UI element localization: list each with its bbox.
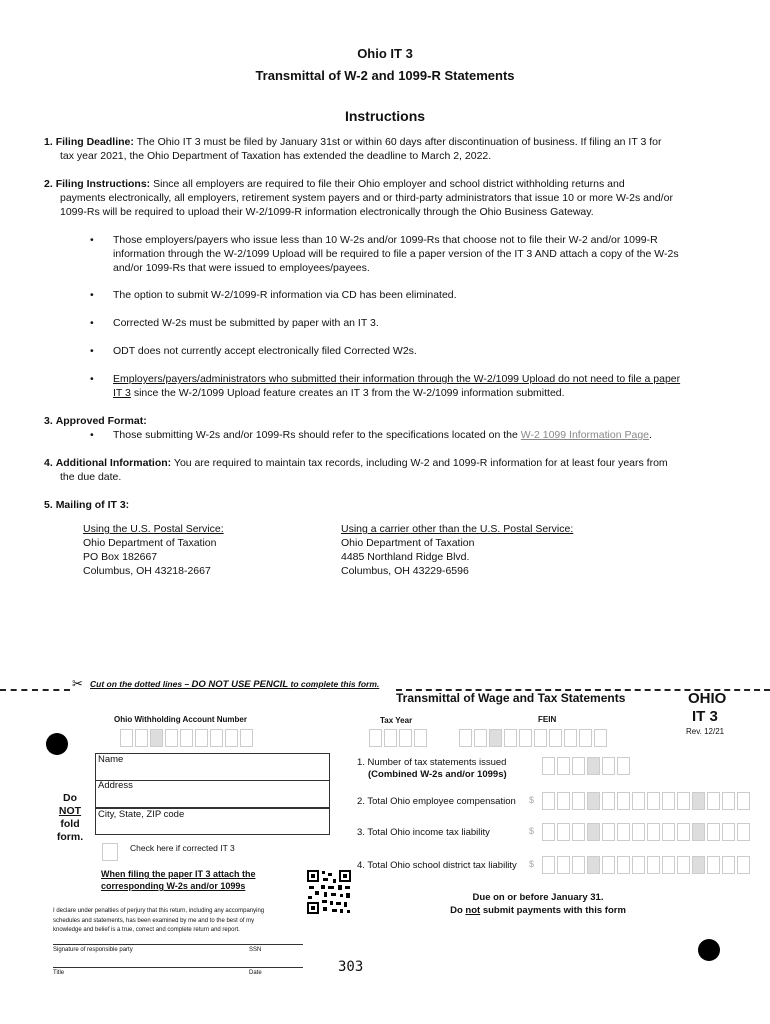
city-state-zip-field[interactable] xyxy=(95,808,330,835)
title-line xyxy=(53,967,303,968)
it3-label: IT 3 xyxy=(692,708,718,725)
tax-year-input[interactable] xyxy=(369,729,429,752)
line-1-input[interactable] xyxy=(542,757,632,780)
address-heading: Using the U.S. Postal Service: xyxy=(83,523,224,535)
bullet-text: information through the W-2/1099 Upload will be required to file a paper version of the IT 3 AND attach a copy of the W-2s xyxy=(113,248,679,260)
bullet-dot: • xyxy=(90,234,94,246)
attach-text: corresponding W-2s and/or 1099s xyxy=(101,881,246,891)
tax-year-label: Tax Year xyxy=(380,716,413,725)
due-text: not xyxy=(465,905,481,916)
ohio-label: OHIO xyxy=(688,690,727,707)
instruction-item-1 xyxy=(44,135,734,163)
bullet-item xyxy=(113,428,733,442)
bullet-text: . xyxy=(649,429,652,441)
mailing-address-usps xyxy=(83,522,224,578)
line-label-text: 1. Number of tax statements issued xyxy=(357,757,507,768)
city-label: City, State, ZIP code xyxy=(98,809,185,820)
item-number: 3. xyxy=(44,415,53,427)
item-number: 4. xyxy=(44,457,53,469)
perjury-declaration xyxy=(53,907,303,936)
revision-label: Rev. 12/21 xyxy=(686,727,725,736)
line-label-text: (Combined W-2s and/or 1099s) xyxy=(368,769,507,780)
fein-input[interactable] xyxy=(459,729,609,752)
bullet-text: Those employers/payers who issue less than 10 W-2s and/or 1099-Rs that choose not to file their W-2 and/or 1099-R xyxy=(113,234,658,246)
notice-text: Do xyxy=(63,792,77,804)
item-number: 1. xyxy=(44,136,53,148)
item-label: Mailing of IT 3: xyxy=(55,499,130,511)
line-2-input[interactable] xyxy=(542,792,752,815)
bullet-dot: • xyxy=(90,345,94,357)
title-label: Title xyxy=(53,970,65,976)
bullet-text: Those submitting W-2s and/or 1099-Rs should refer to the specifications located on the xyxy=(113,429,521,441)
ssn-label: SSN xyxy=(249,947,262,953)
form-subtitle: Transmittal of W-2 and 1099-R Statements xyxy=(255,68,515,83)
bullet-item: The option to submit W-2/1099-R information via CD has been eliminated. xyxy=(113,289,457,301)
signature-label: Signature of responsible party xyxy=(53,947,133,953)
attach-instruction xyxy=(101,868,256,892)
line-3-label: 3. Total Ohio income tax liability xyxy=(357,827,490,838)
dollar-sign: $ xyxy=(529,826,535,836)
mailing-address-carrier xyxy=(341,522,573,578)
line-1-label xyxy=(357,757,507,781)
line-3-input[interactable] xyxy=(542,823,752,846)
address-heading: Using a carrier other than the U.S. Postal Service: xyxy=(341,523,574,535)
bullet-item: ODT does not currently accept electronically filed Corrected W2s. xyxy=(113,345,417,357)
signature-line xyxy=(53,944,303,945)
cut-text: Cut on the dotted lines – xyxy=(90,679,192,689)
item-label: Approved Format: xyxy=(55,415,147,427)
bullet-text: Employers/payers/administrators who submitted their information through the W-2/1099 Upload do not need to file a paper xyxy=(113,373,681,385)
due-text: Due on or before January 31. xyxy=(472,892,604,903)
declaration-text: schedules and statements, has been examined by me and to the best of my xyxy=(53,917,255,924)
form-title: Ohio IT 3 xyxy=(357,46,413,61)
instructions-heading: Instructions xyxy=(344,108,426,124)
corrected-checkbox[interactable] xyxy=(102,843,118,861)
bullet-dot: • xyxy=(90,429,94,441)
address-line: 4485 Northland Ridge Blvd. xyxy=(341,551,470,563)
w2-1099-info-link[interactable]: W-2 1099 Information Page xyxy=(520,429,649,441)
item-number: 2. xyxy=(44,178,53,190)
item-text: tax year 2021, the Ohio Department of Taxation has extended the deadline to March 2, 2022. xyxy=(60,150,492,162)
bullet-dot: • xyxy=(90,373,94,385)
cut-text: to complete this form. xyxy=(288,679,380,689)
line-2-label: 2. Total Ohio employee compensation xyxy=(357,796,516,807)
item-label: Filing Instructions: xyxy=(55,178,151,190)
bullet-dot: • xyxy=(90,289,94,301)
notice-text: fold xyxy=(60,818,80,830)
item-text: 1099-Rs will be required to upload their W-2/1099-R information electronically through the Ohio Business Gateway. xyxy=(60,206,594,218)
registration-mark xyxy=(46,733,68,755)
notice-text: NOT xyxy=(58,805,82,817)
address-line: Columbus, OH 43229-6596 xyxy=(341,565,469,577)
bullet-dot: • xyxy=(90,317,94,329)
bullet-item xyxy=(113,372,733,400)
cut-instruction xyxy=(90,679,379,690)
dollar-sign: $ xyxy=(529,859,535,869)
declaration-text: knowledge and belief is a true, correct and complete return and report. xyxy=(53,927,240,933)
declaration-text: I declare under penalties of perjury that this return, including any accompanying xyxy=(53,908,265,914)
do-not-fold-notice xyxy=(50,792,90,844)
due-text: Do xyxy=(450,905,466,916)
instruction-item-5 xyxy=(44,498,129,512)
cut-text: DO NOT USE PENCIL xyxy=(191,679,289,690)
name-label: Name xyxy=(98,754,124,765)
address-line: PO Box 182667 xyxy=(83,551,158,563)
name-field[interactable] xyxy=(95,753,330,781)
item-label: Filing Deadline: xyxy=(55,136,134,148)
account-number-label: Ohio Withholding Account Number xyxy=(114,715,247,724)
address-line: Columbus, OH 43218-2667 xyxy=(83,565,211,577)
line-4-label: 4. Total Ohio school district tax liability xyxy=(357,860,517,871)
instruction-item-4 xyxy=(44,456,734,484)
item-text: Since all employers are required to file their Ohio employer and school district withholding returns and xyxy=(153,178,625,190)
due-date-notice xyxy=(400,891,676,917)
attach-text: When filing the paper IT 3 attach the xyxy=(101,869,256,879)
due-text: submit payments with this form xyxy=(480,905,626,916)
bullet-text: and/or 1099-Rs that were issued to employees/payees. xyxy=(113,262,370,274)
address-field[interactable] xyxy=(95,780,330,808)
bullet-text: since the W-2/1099 Upload feature creates an IT 3 from the W-2/1099 information submitted. xyxy=(130,387,565,399)
form-code: 303 xyxy=(338,959,364,975)
item-text: the due date. xyxy=(60,471,122,483)
registration-mark xyxy=(698,939,720,961)
account-number-input[interactable] xyxy=(120,729,255,752)
cut-line xyxy=(0,689,70,691)
item-label: Additional Information: xyxy=(55,457,172,469)
line-4-input[interactable] xyxy=(542,856,752,879)
item-text: The Ohio IT 3 must be filed by January 31st or within 60 days after discontinuation of business. If filing an IT 3 for xyxy=(136,136,662,148)
bullet-text: IT 3 xyxy=(113,387,131,399)
address-line: Ohio Department of Taxation xyxy=(83,537,217,549)
scissors-icon: ✂ xyxy=(72,676,83,691)
transmittal-title: Transmittal of Wage and Tax Statements xyxy=(396,691,626,705)
instruction-item-2 xyxy=(44,177,734,219)
dollar-sign: $ xyxy=(529,795,535,805)
fein-label: FEIN xyxy=(538,715,557,724)
qr-code xyxy=(306,869,352,915)
item-text: You are required to maintain tax records, including W-2 and 1099-R information for at least four years from xyxy=(173,457,668,469)
address-label: Address xyxy=(98,780,133,791)
date-label: Date xyxy=(249,970,262,976)
address-line: Ohio Department of Taxation xyxy=(341,537,475,549)
corrected-label: Check here if corrected IT 3 xyxy=(130,843,235,853)
instruction-item-3 xyxy=(44,414,147,428)
bullet-item xyxy=(113,233,733,275)
notice-text: form. xyxy=(56,831,84,843)
bullet-item: Corrected W-2s must be submitted by paper with an IT 3. xyxy=(113,317,379,329)
item-number: 5. xyxy=(44,499,53,511)
item-text: payments electronically, all employers, retirement system payers and or third-party administrators that issue 10 or more W-2s and/or xyxy=(60,192,673,204)
